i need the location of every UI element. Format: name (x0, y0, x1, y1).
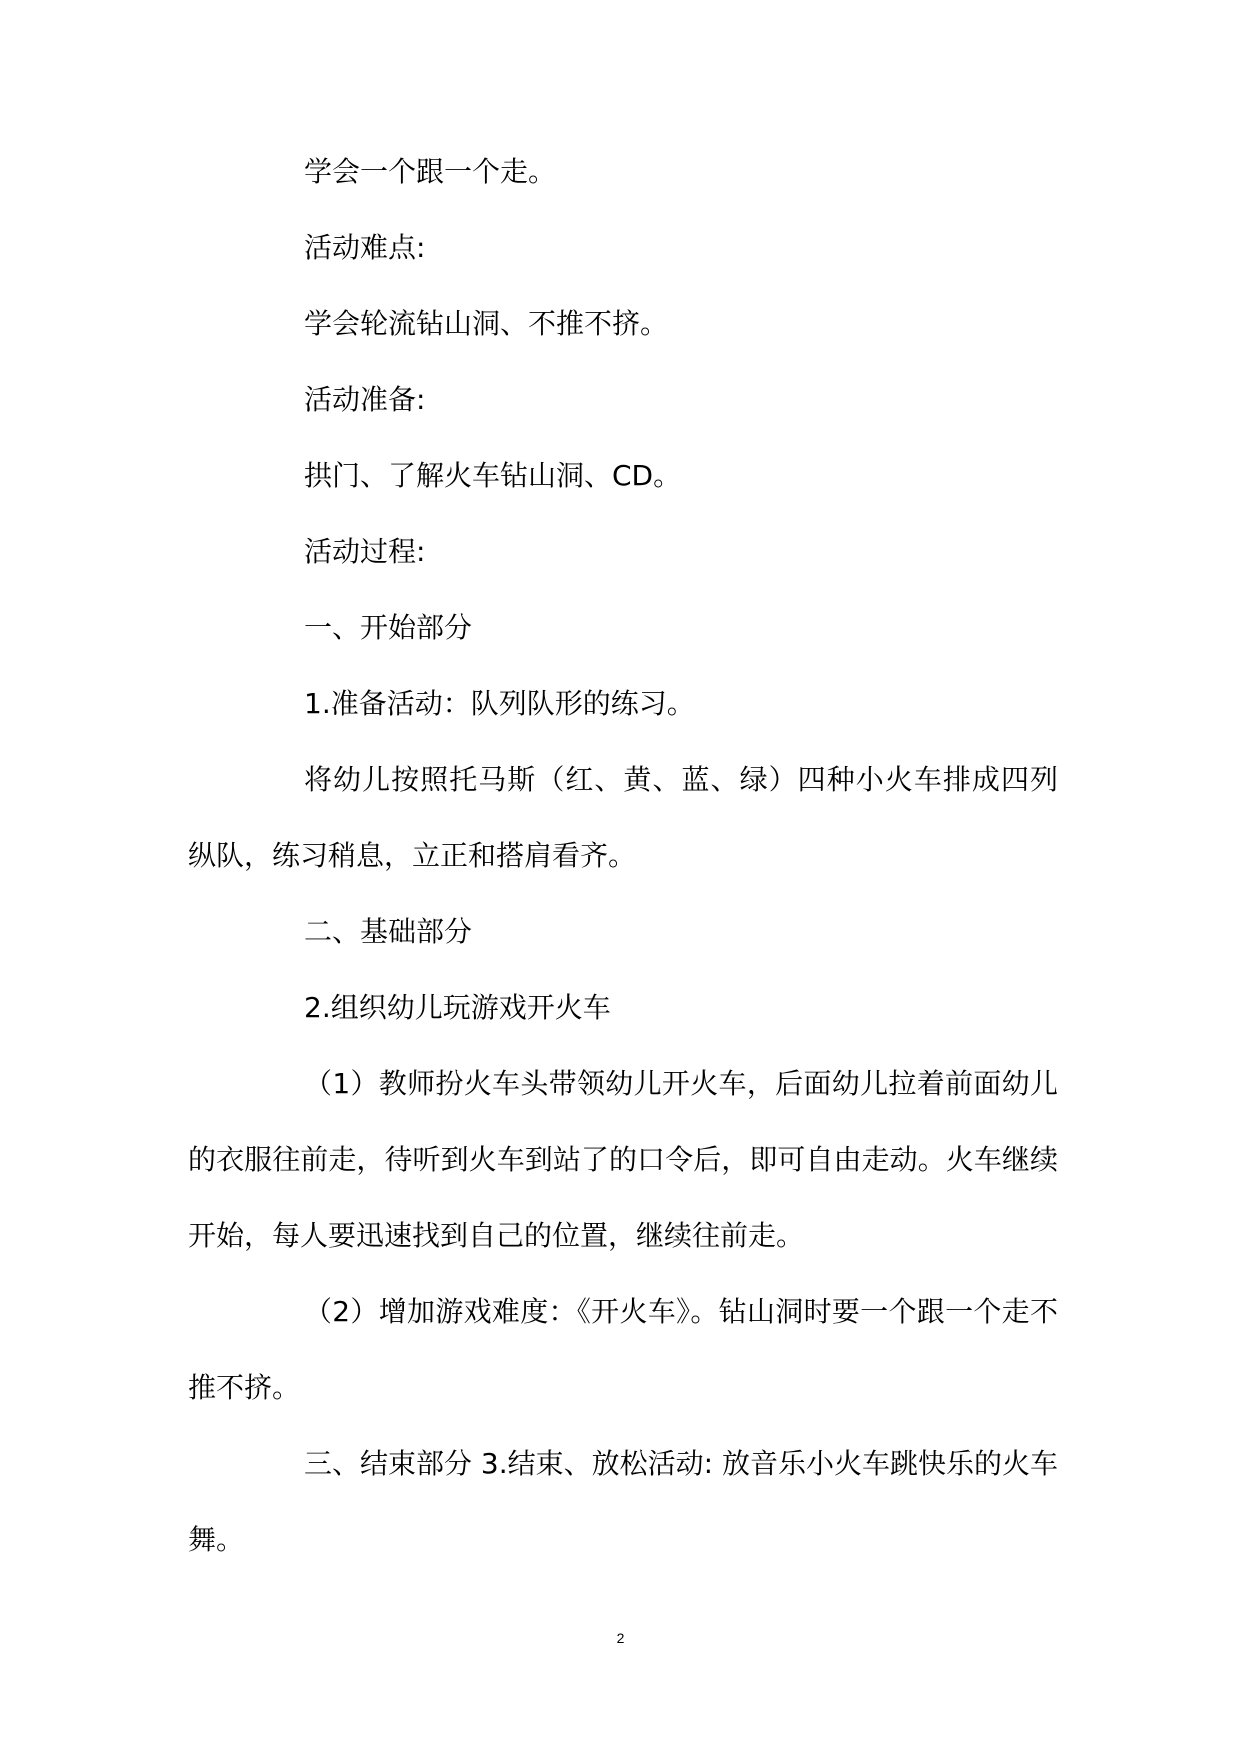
paragraph-13: （2）增加游戏难度：《开火车》。钻山洞时要一个跟一个走不推不挤。 (188, 1295, 1058, 1404)
paragraph-5: 拱门、了解火车钻山洞、CD。 (304, 459, 682, 492)
heading-activity-difficulty: 活动难点: (304, 231, 426, 264)
page-number: 2 (616, 1630, 625, 1646)
paragraph-14: 三、结束部分 3.结束、放松活动: 放音乐小火车跳快乐的火车舞。 (188, 1447, 1058, 1556)
section-heading-start: 一、开始部分 (304, 611, 473, 644)
heading-activity-process: 活动过程: (304, 535, 426, 568)
section-heading-basic: 二、基础部分 (304, 915, 473, 948)
paragraph-9: 将幼儿按照托马斯（红、黄、蓝、绿）四种小火车排成四列纵队，练习稍息，立正和搭肩看齐。 (188, 763, 1058, 872)
paragraph-12: （1）教师扮火车头带领幼儿开火车，后面幼儿拉着前面幼儿的衣服往前走，待听到火车到站了的口令后，即可自由走动。火车继续开始，每人要迅速找到自己的位置，继续往前走。 (188, 1067, 1058, 1252)
heading-activity-preparation: 活动准备: (304, 383, 426, 416)
paragraph-11: 2.组织幼儿玩游戏开火车 (304, 991, 611, 1024)
paragraph-3: 学会轮流钻山洞、不推不挤。 (304, 307, 669, 340)
paragraph-1: 学会一个跟一个走。 (304, 155, 557, 188)
paragraph-8: 1.准备活动：队列队形的练习。 (304, 687, 695, 720)
